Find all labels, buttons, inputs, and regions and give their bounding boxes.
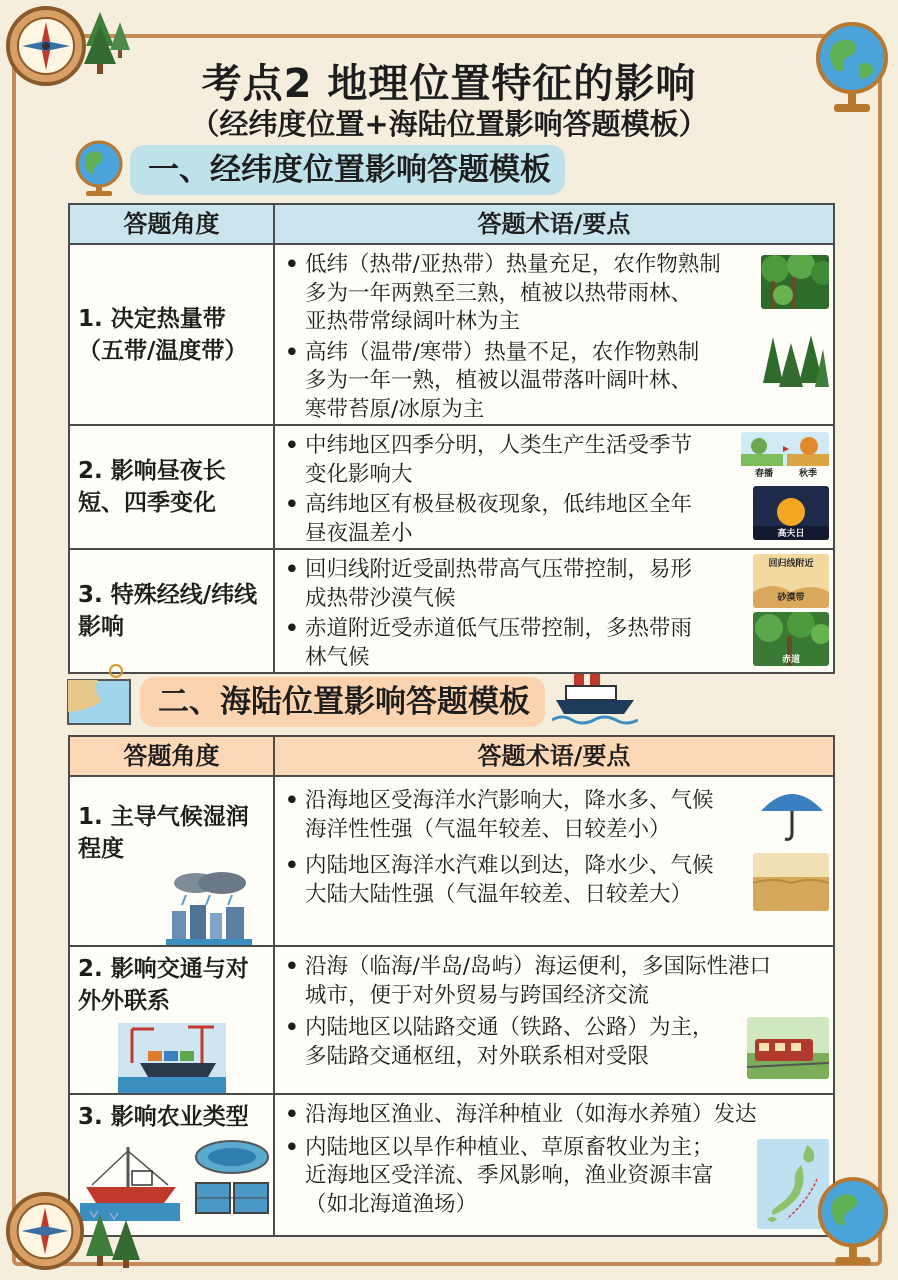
row-points [274, 776, 834, 946]
globe-icon [812, 1170, 894, 1274]
row-points [274, 549, 834, 673]
point-item: • 沿海地区渔业、海洋种植业（如海水养殖）发达 [279, 1101, 829, 1130]
caption-desert: 砂漠带 [777, 593, 805, 603]
port-image [118, 1023, 226, 1093]
main-title: 考点2 地理位置特征的影响 [201, 61, 697, 107]
subtitle: （经纬度位置+海陆位置影响答题模板） [190, 107, 708, 141]
table-header-row [69, 204, 834, 244]
row-angle: 1. 主导气候湿润 程度 [69, 776, 274, 946]
row-points [274, 1094, 834, 1236]
angle-line: 1. 决定热量带 [78, 305, 226, 332]
table-row [69, 425, 834, 549]
point-item: • 中纬地区四季分明，人类生产生活受季节 变化影响大 [279, 432, 829, 489]
point-item: • 沿海地区受海洋水汽影响大，降水多、气候 海洋性性强（气温年较差、日较差小） [279, 787, 829, 844]
angle-line: （五带/温度带） [78, 337, 248, 364]
globe-icon [70, 138, 128, 198]
point-item: • 内陆地区以旱作种植业、草原畜牧业为主； 近海地区受洋流、季风影响，渔业资源丰富 （如北海道渔场） [279, 1134, 829, 1220]
coast-icon [66, 662, 132, 726]
caption-midnight-sun: 高夫日 [777, 529, 805, 539]
section2-heading: 二、海陆位置影响答题模板 [140, 677, 545, 727]
umbrella-image [757, 781, 827, 843]
table-header-row [69, 736, 834, 776]
table-row [69, 549, 834, 673]
pine-forest-image [761, 333, 829, 391]
table-row [69, 946, 834, 1094]
caption-spring: 春播 [754, 469, 773, 479]
section1-heading: 一、经纬度位置影响答题模板 [130, 145, 565, 195]
table-row [69, 1094, 834, 1236]
point-item: • 内陆地区海洋水汽难以到达，降水少、气候 大陆大陆性强（气温年较差、日较差大） [279, 852, 829, 909]
point-item: • 赤道附近受赤道低气压带控制，多热带雨 林气候 [279, 615, 829, 672]
pine-tree-icon [84, 1210, 144, 1272]
latitude-table [68, 203, 835, 674]
land-sea-table [68, 735, 835, 1237]
table-row [69, 244, 834, 425]
header-angle: 答题角度 [69, 204, 274, 244]
point-item: • 沿海（临海/半岛/岛屿）海运便利，多国际性港口 城市，便于对外贸易与跨国经济交流 [279, 953, 829, 1010]
row-points [274, 946, 834, 1094]
row-angle: 3. 特殊经线/纬线 影响 [69, 549, 274, 673]
point-item: • 内陆地区以陆路交通（铁路、公路）为主， 多陆路交通枢纽，对外联系相对受限 [279, 1014, 829, 1071]
point-item: • 高纬（温带/寒带）热量不足，农作物熟制 多为一年一熟，植被以温带落叶阔叶林、 寒带苔原/冰原为主 [279, 339, 829, 425]
caption-autumn: 秋季 [798, 469, 817, 479]
point-item: • 回归线附近受副热带高气压带控制，易形 成热带沙漠气候 [279, 556, 829, 613]
point-item: • 高纬地区有极昼极夜现象，低纬地区全年 昼夜温差小 [279, 491, 829, 548]
row-angle: 3. 影响农业类型 [69, 1094, 274, 1236]
train-image [747, 1017, 829, 1079]
row-points [274, 244, 834, 425]
caption-equator: 赤道 [781, 655, 800, 665]
row-angle: 2. 影响交通与对 外外联系 [69, 946, 274, 1094]
aquaculture-image [188, 1135, 276, 1219]
header-points: 答题术语/要点 [274, 204, 834, 244]
point-item: • 低纬（热带/亚热带）热量充足，农作物熟制 多为一年两熟至三熟，植被以热带雨林、 亚热带常绿阔叶林为主 [279, 251, 829, 337]
table-row [69, 776, 834, 946]
compass-icon [4, 1190, 86, 1272]
caption-tropic: 回归线附近 [768, 559, 814, 569]
rainy-city-image [166, 871, 252, 945]
header-angle: 答题角度 [69, 736, 274, 776]
header-points: 答题术语/要点 [274, 736, 834, 776]
cruise-ship-icon [552, 668, 638, 728]
row-angle [69, 244, 274, 425]
rainforest-image [761, 255, 829, 309]
row-angle: 2. 影响昼夜长 短、四季变化 [69, 425, 274, 549]
grassland-image [753, 853, 829, 911]
row-points [274, 425, 834, 549]
